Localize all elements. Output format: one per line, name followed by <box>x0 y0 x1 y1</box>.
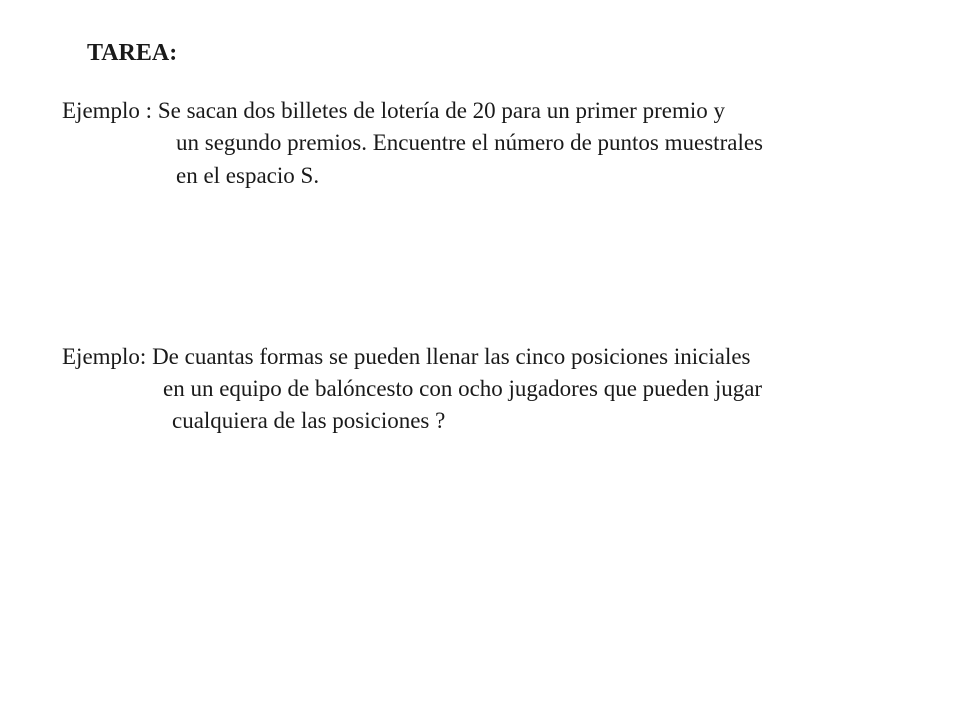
example-2-line-3: cualquiera de las posiciones ? <box>172 408 446 433</box>
example-2-line-2: en un equipo de balóncesto con ocho jugadores que pueden jugar <box>163 376 763 401</box>
slide-title: TAREA: <box>87 40 178 66</box>
example-2-line-1: Ejemplo: De cuantas formas se pueden llenar las cinco posiciones iniciales <box>62 344 751 369</box>
example-1-line-2: un segundo premios. Encuentre el número de puntos muestrales <box>176 130 763 155</box>
example-1-line-1: Ejemplo : Se sacan dos billetes de lotería de 20 para un primer premio y <box>62 98 725 123</box>
example-1-line-3: en el espacio S. <box>176 163 320 188</box>
